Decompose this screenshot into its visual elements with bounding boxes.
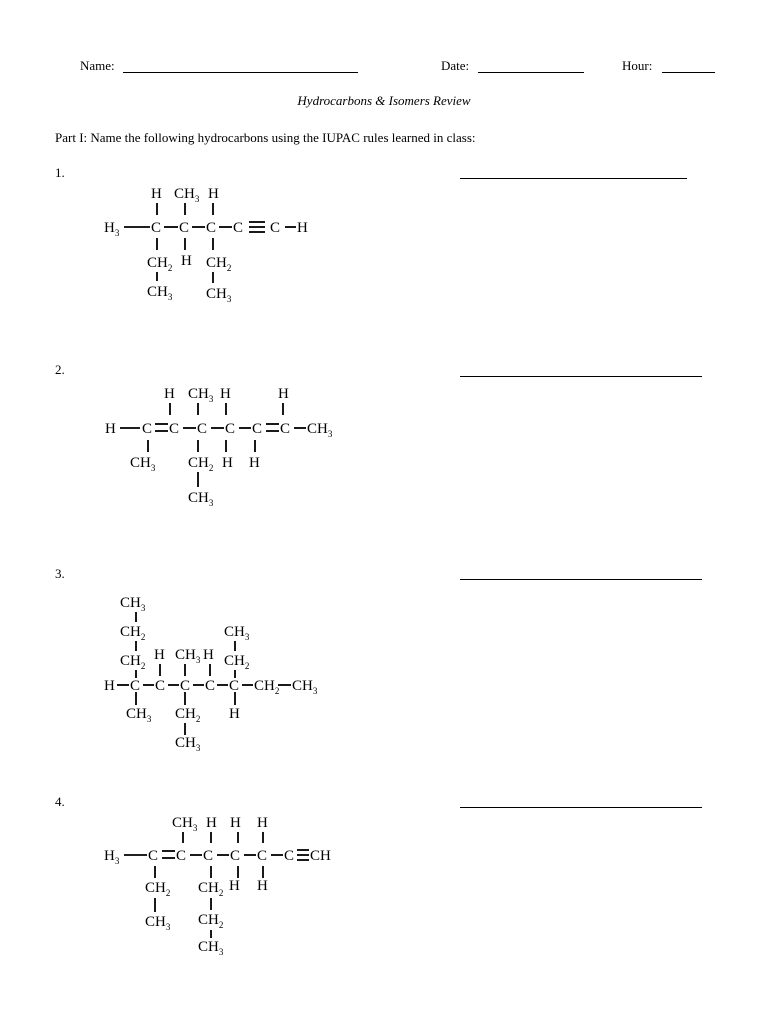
atom-label: H	[229, 706, 240, 722]
atom-label: H	[229, 878, 240, 894]
atom-label: C	[225, 421, 236, 437]
atom-label: C	[179, 220, 190, 236]
atom-label: $CH_2$	[198, 912, 224, 930]
atom-label: H	[151, 186, 162, 202]
atom-label: H	[181, 253, 192, 269]
atom-label: $CH_3$	[147, 284, 173, 302]
atom-label: C	[257, 848, 268, 864]
atom-label: C	[148, 848, 159, 864]
atom-label: C	[270, 220, 281, 236]
hour-label: Hour:	[622, 58, 653, 73]
atom-label: $CH_2$	[147, 255, 173, 273]
date-label: Date:	[441, 58, 470, 73]
atom-label: C	[197, 421, 208, 437]
atom-label: H	[105, 421, 116, 437]
atom-label: CH	[310, 848, 331, 864]
atom-label: $CH_2$	[175, 706, 201, 724]
question-2-number: 2.	[55, 362, 65, 377]
atom-label: C	[176, 848, 187, 864]
atom-label: $CH_3$	[120, 595, 146, 613]
atom-label: $CH_3$	[188, 386, 214, 404]
atom-label: C	[229, 678, 240, 694]
atom-label: $CH_3$	[126, 706, 152, 724]
atom-label: $CH_2$	[188, 455, 214, 473]
atom-label: H	[154, 647, 165, 663]
atom-label: $CH_2$	[145, 880, 171, 898]
atom-label: C	[169, 421, 180, 437]
atom-label: H	[257, 878, 268, 894]
atom-label: $CH_2$	[198, 880, 224, 898]
atom-label: C	[130, 678, 141, 694]
atom-label: $CH_2$	[254, 678, 280, 696]
atom-label: $CH_3$	[175, 647, 201, 665]
atom-label: C	[280, 421, 291, 437]
atom-label: H	[208, 186, 219, 202]
atom-label: H	[220, 386, 231, 402]
atom-label: $CH_3$	[198, 939, 224, 957]
atom-label: C	[284, 848, 295, 864]
atom-label: $CH_2$	[206, 255, 232, 273]
atom-label: C	[233, 220, 244, 236]
atom-label: $H_3$	[104, 220, 120, 238]
atom-label: C	[206, 220, 217, 236]
atom-label: $CH_2$	[120, 624, 146, 642]
atom-label: H	[230, 815, 241, 831]
atom-label: H	[206, 815, 217, 831]
atom-label: C	[203, 848, 214, 864]
question-3-number: 3.	[55, 566, 65, 581]
atom-label: H	[203, 647, 214, 663]
atom-label: $CH_3$	[188, 490, 214, 508]
atom-label: C	[205, 678, 216, 694]
atom-label: $CH_2$	[224, 653, 250, 671]
atom-label: C	[180, 678, 191, 694]
atom-label: $CH_3$	[307, 421, 333, 439]
atom-label: $CH_2$	[120, 653, 146, 671]
atom-label: H	[249, 455, 260, 471]
atom-label: H	[104, 678, 115, 694]
atom-label: C	[230, 848, 241, 864]
page-title: Hydrocarbons & Isomers Review	[297, 93, 471, 108]
question-1-number: 1.	[55, 165, 65, 180]
atom-label: H	[278, 386, 289, 402]
name-label: Name:	[80, 58, 115, 73]
part1-instruction: Part I: Name the following hydrocarbons using the IUPAC rules learned in class:	[55, 130, 476, 145]
atom-label: H	[257, 815, 268, 831]
atom-label: $CH_3$	[172, 815, 198, 833]
atom-label: C	[151, 220, 162, 236]
atom-label: $CH_3$	[130, 455, 156, 473]
atom-label: C	[142, 421, 153, 437]
atom-label: H	[164, 386, 175, 402]
atom-label: C	[155, 678, 166, 694]
atom-label: $CH_3$	[206, 286, 232, 304]
atom-label: $CH_3$	[224, 624, 250, 642]
atom-label: H	[222, 455, 233, 471]
question-4-number: 4.	[55, 794, 65, 809]
atom-label: $H_3$	[104, 848, 120, 866]
atom-label: $CH_3$	[145, 914, 171, 932]
atom-label: $CH_3$	[175, 735, 201, 753]
atom-label: C	[252, 421, 263, 437]
atom-label: $CH_3$	[174, 186, 200, 204]
atom-label: H	[297, 220, 308, 236]
atom-label: $CH_3$	[292, 678, 318, 696]
